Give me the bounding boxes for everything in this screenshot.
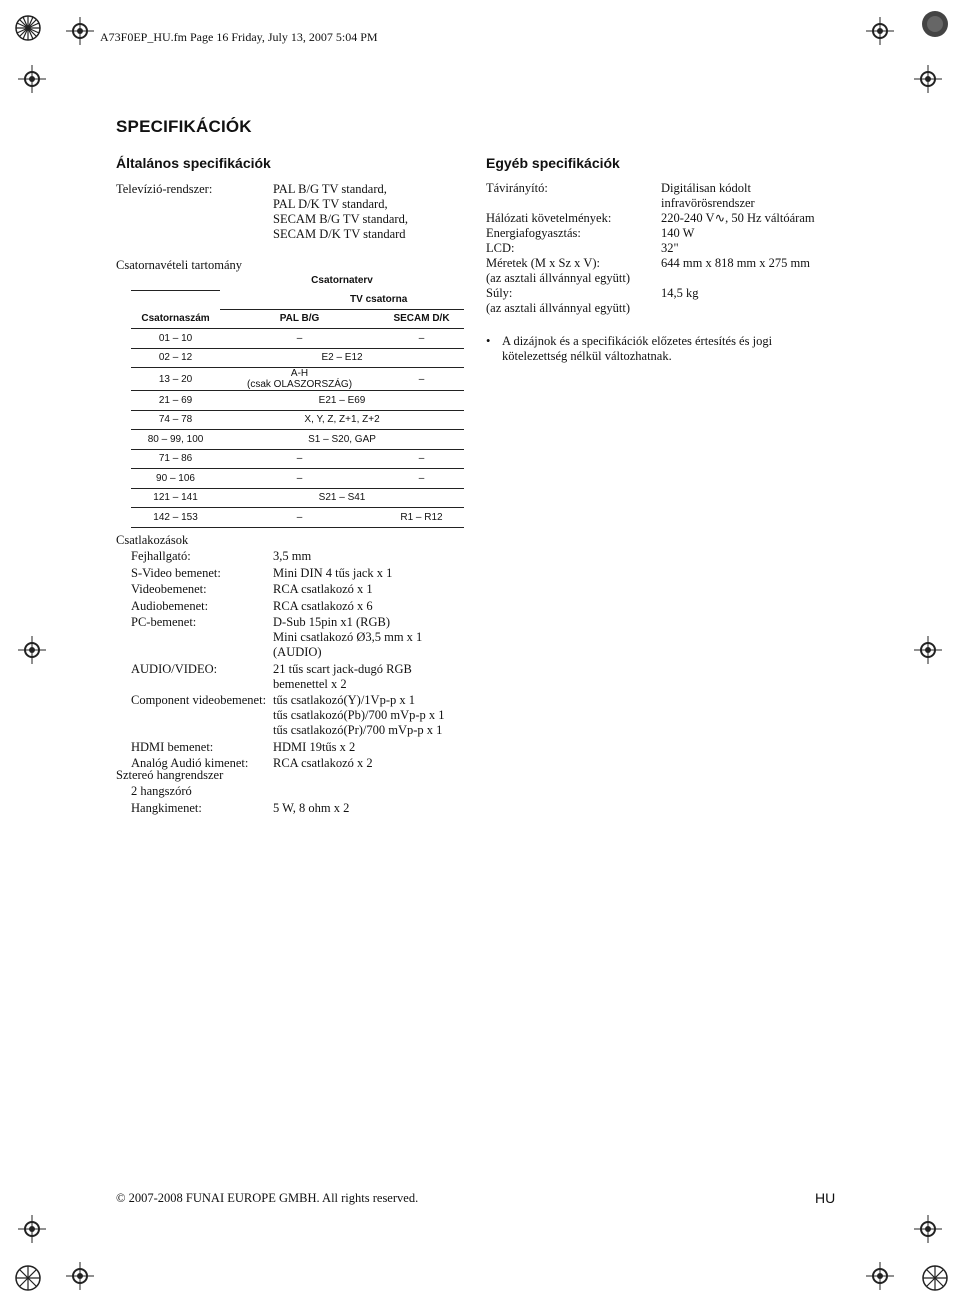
table-row bbox=[131, 329, 464, 349]
table-cell: S1 – S20, GAP bbox=[220, 430, 464, 450]
table-row bbox=[131, 488, 464, 508]
table-group-header: Csatornaterv bbox=[311, 275, 373, 286]
table-sub-header: TV csatorna bbox=[220, 290, 464, 309]
tv-system-value: PAL D/K TV standard, bbox=[273, 197, 388, 211]
registration-dot-icon bbox=[921, 10, 949, 38]
stereo-label: Sztereó hangrendszer bbox=[116, 768, 224, 782]
table-cell: X, Y, Z, Z+1, Z+2 bbox=[220, 410, 464, 430]
table-cell: 21 – 69 bbox=[131, 391, 220, 411]
speakers-label: 2 hangszóró bbox=[131, 784, 192, 798]
connection-label: Audiobemenet: bbox=[131, 598, 209, 613]
table-row bbox=[131, 449, 464, 469]
connection-label: HDMI bemenet: bbox=[131, 739, 214, 754]
crosshair-icon bbox=[66, 17, 94, 45]
spec-value: 140 W bbox=[661, 226, 695, 240]
bullet-item: • A dizájnok és a specifikációk előzetes értesítés és jogi kötelezettség nélkül változhatnak. bbox=[486, 334, 773, 363]
channel-range-label: Csatornavételi tartomány bbox=[116, 258, 243, 272]
table-cell: – bbox=[220, 329, 379, 349]
column-header: PAL B/G bbox=[220, 309, 379, 329]
tv-system-label: Televízió-rendszer: bbox=[116, 182, 213, 196]
spec-value: 220-240 V∿, 50 Hz váltóáram bbox=[661, 211, 815, 225]
bullet-line: A dizájnok és a specifikációk előzetes értesítés és jogi bbox=[502, 334, 773, 348]
connection-label: S-Video bemenet: bbox=[131, 565, 221, 580]
other-specs-heading: Egyéb specifikációk bbox=[486, 155, 620, 171]
connections-label: Csatlakozások bbox=[116, 533, 189, 547]
registration-mark-icon bbox=[14, 14, 42, 42]
table-cell: – bbox=[379, 368, 464, 391]
spec-value: infravörösrendszer bbox=[661, 196, 755, 210]
spec-value: Digitálisan kódolt bbox=[661, 181, 751, 195]
table-cell: 121 – 141 bbox=[131, 488, 220, 508]
table-cell: S21 – S41 bbox=[220, 488, 464, 508]
column-header: Csatornaszám bbox=[131, 309, 220, 329]
table-cell: R1 – R12 bbox=[379, 508, 464, 528]
table-cell: 74 – 78 bbox=[131, 410, 220, 430]
crosshair-icon bbox=[914, 636, 942, 664]
spec-label: Hálózati követelmények: bbox=[486, 211, 612, 225]
connection-label: Component videobemenet: bbox=[131, 693, 267, 707]
table-cell: 01 – 10 bbox=[131, 329, 220, 349]
table-cell: 13 – 20 bbox=[131, 368, 220, 391]
language-code: HU bbox=[815, 1190, 836, 1206]
tv-system-value: SECAM B/G TV standard, bbox=[273, 212, 408, 226]
table-cell: 80 – 99, 100 bbox=[131, 430, 220, 450]
spec-note: (az asztali állvánnyal együtt) bbox=[486, 271, 631, 285]
table-row bbox=[131, 368, 464, 391]
crosshair-icon bbox=[18, 636, 46, 664]
table-cell: – bbox=[220, 469, 379, 489]
spec-value: 14,5 kg bbox=[661, 286, 699, 300]
table-cell: – bbox=[379, 469, 464, 489]
table-cell: – bbox=[379, 329, 464, 349]
connection-value: 3,5 mm bbox=[273, 549, 312, 563]
connection-value: RCA csatlakozó x 1 bbox=[273, 582, 373, 596]
registration-mark-icon bbox=[921, 1264, 949, 1292]
audio-out-label: Hangkimenet: bbox=[131, 801, 202, 815]
crosshair-icon bbox=[914, 1215, 942, 1243]
table-cell: A-H (csak OLASZORSZÁG) bbox=[220, 368, 379, 391]
connection-label: Videobemenet: bbox=[131, 582, 207, 596]
tv-system-values bbox=[273, 182, 408, 242]
crosshair-icon bbox=[18, 1215, 46, 1243]
spec-label: Energiafogyasztás: bbox=[486, 226, 581, 240]
connection-value: D-Sub 15pin x1 (RGB) bbox=[273, 615, 391, 629]
crosshair-icon bbox=[914, 65, 942, 93]
connection-label: Fejhallgató: bbox=[131, 549, 191, 563]
general-specs-heading: Általános specifikációk bbox=[116, 155, 271, 171]
spec-value: 32" bbox=[661, 241, 679, 255]
connection-value: tűs csatlakozó(Pr)/700 mVp-p x 1 bbox=[273, 723, 443, 737]
page-header-info: A73F0EP_HU.fm Page 16 Friday, July 13, 2007 5:04 PM bbox=[100, 30, 378, 44]
spec-label: Méretek (M x Sz x V): bbox=[486, 256, 600, 270]
table-cell: E2 – E12 bbox=[220, 348, 464, 368]
table-cell: 71 – 86 bbox=[131, 449, 220, 469]
spec-label: Távirányító: bbox=[486, 181, 548, 195]
table-row bbox=[131, 391, 464, 411]
crosshair-icon bbox=[866, 1262, 894, 1290]
spec-note: (az asztali állvánnyal együtt) bbox=[486, 301, 631, 315]
table-cell: E21 – E69 bbox=[220, 391, 464, 411]
crosshair-icon bbox=[866, 17, 894, 45]
table-cell: – bbox=[220, 449, 379, 469]
table-row bbox=[131, 469, 464, 489]
table-row bbox=[131, 348, 464, 368]
table-cell: – bbox=[379, 449, 464, 469]
bullet-line: kötelezettség nélkül változhatnak. bbox=[502, 349, 672, 363]
connection-value: RCA csatlakozó x 6 bbox=[273, 598, 373, 613]
copyright-footer: © 2007-2008 FUNAI EUROPE GMBH. All rights reserved. bbox=[116, 1191, 419, 1205]
connection-value: bemenettel x 2 bbox=[273, 676, 347, 691]
connection-value: 21 tűs scart jack-dugó RGB bbox=[273, 661, 412, 676]
channel-table bbox=[131, 271, 464, 528]
connection-value: Mini csatlakozó Ø3,5 mm x 1 bbox=[273, 630, 423, 644]
table-row bbox=[131, 508, 464, 528]
connection-value: RCA csatlakozó x 2 bbox=[273, 756, 373, 770]
column-header: SECAM D/K bbox=[379, 309, 464, 329]
connection-label: Analóg Audió kimenet: bbox=[131, 756, 249, 770]
connection-label: PC-bemenet: bbox=[131, 615, 197, 629]
table-row bbox=[131, 410, 464, 430]
table-row bbox=[131, 430, 464, 450]
crosshair-icon bbox=[18, 65, 46, 93]
connection-label: AUDIO/VIDEO: bbox=[131, 661, 218, 676]
crosshair-icon bbox=[66, 1262, 94, 1290]
connection-value: tűs csatlakozó(Y)/1Vp-p x 1 bbox=[273, 693, 415, 707]
table-cell: 142 – 153 bbox=[131, 508, 220, 528]
spec-label: LCD: bbox=[486, 241, 515, 255]
connection-value: tűs csatlakozó(Pb)/700 mVp-p x 1 bbox=[273, 708, 445, 722]
spec-value: 644 mm x 818 mm x 275 mm bbox=[661, 256, 810, 270]
page-title: SPECIFIKÁCIÓK bbox=[116, 117, 252, 136]
audio-out-value: 5 W, 8 ohm x 2 bbox=[273, 801, 350, 815]
spec-label: Súly: bbox=[486, 286, 513, 300]
tv-system-value: PAL B/G TV standard, bbox=[273, 182, 387, 196]
table-cell: 90 – 106 bbox=[131, 469, 220, 489]
connection-value: HDMI 19tűs x 2 bbox=[273, 739, 356, 754]
connection-value: Mini DIN 4 tűs jack x 1 bbox=[273, 565, 393, 580]
table-cell: – bbox=[220, 508, 379, 528]
connection-value: (AUDIO) bbox=[273, 645, 322, 659]
table-cell: 02 – 12 bbox=[131, 348, 220, 368]
registration-mark-icon bbox=[14, 1264, 42, 1292]
tv-system-value: SECAM D/K TV standard bbox=[273, 227, 406, 241]
